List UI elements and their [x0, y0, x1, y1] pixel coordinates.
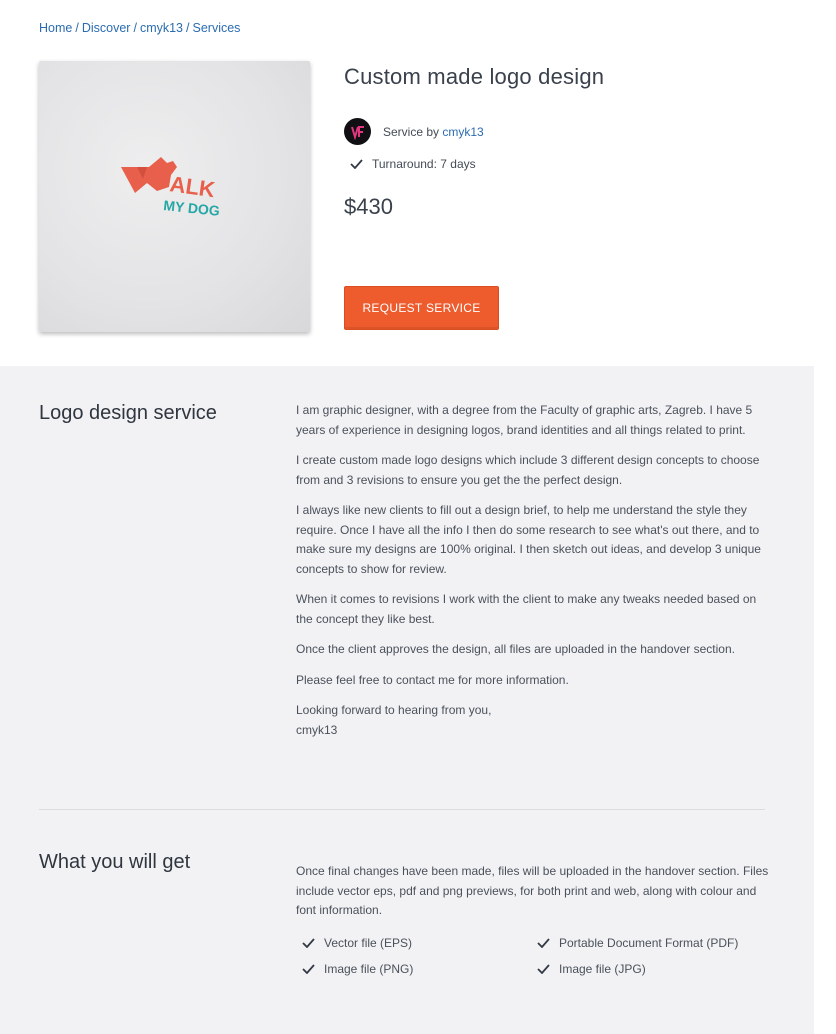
- breadcrumb-home[interactable]: Home: [39, 21, 73, 35]
- service-price: $430: [344, 194, 393, 219]
- about-closing: Looking forward to hearing from you,: [296, 703, 492, 717]
- check-icon: [537, 964, 550, 974]
- about-paragraph: When it comes to revisions I work with the client to make any tweaks needed based on the concept they like best.: [296, 592, 757, 626]
- seller-link[interactable]: cmyk13: [442, 124, 484, 139]
- check-icon: [350, 159, 363, 169]
- avatar-monogram-icon: [350, 124, 366, 140]
- seller-label: [383, 125, 484, 139]
- breadcrumb-user[interactable]: cmyk13: [139, 21, 184, 35]
- check-icon: [302, 964, 315, 974]
- section-divider: [39, 809, 765, 810]
- about-heading: Logo design service: [39, 402, 217, 424]
- turnaround-text: Turnaround: 7 days: [372, 157, 476, 171]
- deliverable-label: Image file (JPG): [559, 962, 646, 976]
- about-paragraph: I am graphic designer, with a degree from the Faculty of graphic arts, Zagreb. I have 5 years of experience in designing logos, brand identities and all things related to print.: [296, 403, 753, 437]
- list-item: [537, 936, 772, 950]
- check-icon: [537, 938, 550, 948]
- service-preview-image[interactable]: [39, 61, 310, 332]
- logo-word-top: ALK: [168, 171, 217, 203]
- breadcrumb-separator: /: [75, 21, 79, 35]
- breadcrumb-separator: /: [133, 21, 137, 35]
- service-header: [0, 0, 814, 366]
- breadcrumb-discover[interactable]: Discover: [81, 21, 131, 35]
- request-service-button[interactable]: REQUEST SERVICE: [344, 286, 499, 330]
- deliverables-intro-text: Once final changes have been made, files will be uploaded in the handover section. Files include vector eps, pdf and png previews, for both print and web, along with colour and font information.: [296, 864, 769, 917]
- check-icon: [302, 938, 315, 948]
- about-paragraph: I always like new clients to fill out a design brief, to help me understand the style they require. Once I have all the info I then do some research to see what's out there, and to make sure my designs are 100% original. I then sketch out ideas, and develop 3 unique concepts to show for review.: [296, 503, 761, 576]
- seller-prefix: Service by: [383, 124, 440, 139]
- walk-my-dog-logo: [117, 153, 241, 223]
- about-signature: cmyk13: [296, 722, 338, 737]
- deliverable-label: Portable Document Format (PDF): [559, 936, 739, 950]
- deliverables-heading: What you will get: [39, 851, 191, 873]
- turnaround: [350, 157, 476, 171]
- avatar[interactable]: [344, 118, 371, 145]
- deliverables-intro: [296, 862, 771, 932]
- breadcrumb: [39, 21, 240, 35]
- about-paragraph: Once the client approves the design, all files are uploaded in the handover section.: [296, 642, 735, 656]
- service-title: Custom made logo design: [344, 64, 605, 89]
- deliverable-label: Image file (PNG): [324, 962, 414, 976]
- list-item: [537, 962, 772, 976]
- deliverable-label: Vector file (EPS): [324, 936, 413, 950]
- breadcrumb-services[interactable]: Services: [192, 21, 241, 35]
- about-description: [296, 401, 771, 740]
- breadcrumb-separator: /: [186, 21, 190, 35]
- about-paragraph: I create custom made logo designs which include 3 different design concepts to choose from and 3 revisions to ensure you get the the perfect design.: [296, 453, 760, 487]
- logo-word-bottom: MY DOG: [162, 197, 221, 219]
- about-paragraph: Please feel free to contact me for more information.: [296, 672, 569, 687]
- list-item: [302, 936, 537, 950]
- list-item: [302, 962, 537, 976]
- deliverables-list: [302, 936, 772, 976]
- page-edge: [814, 0, 836, 1034]
- seller-info: [344, 118, 484, 145]
